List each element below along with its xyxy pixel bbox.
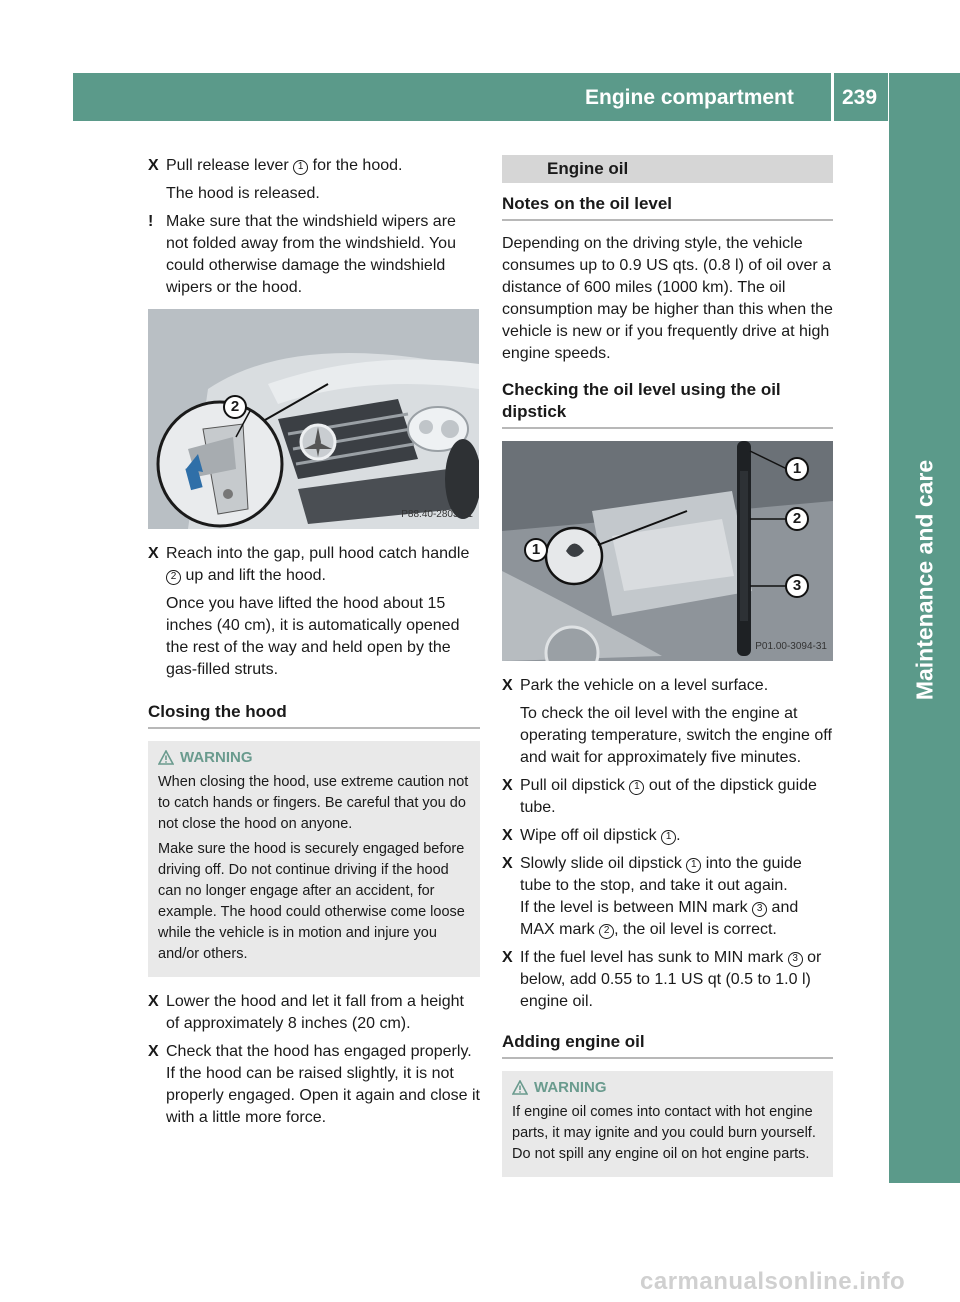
engine-bay-illustration <box>502 441 833 661</box>
warning-box <box>502 1071 833 1177</box>
step-marker: X <box>502 949 513 966</box>
closing-hood-heading: Closing the hood <box>148 701 480 729</box>
warning-triangle-icon <box>158 750 174 765</box>
photo-callout-1: 1 <box>785 457 809 481</box>
callout-3: 3 <box>788 952 803 967</box>
step-marker: X <box>502 677 513 694</box>
callout-1: 1 <box>293 160 308 175</box>
step-result: The hood is released. <box>166 185 320 202</box>
warning-text: If engine oil comes into contact with hot engine parts, it may ignite and you could burn yourself. Do not spill any engine oil on hot engine parts. <box>512 1104 816 1162</box>
photo-code: P88.40-2803-31 <box>401 509 473 520</box>
photo-callout-2: 2 <box>785 507 809 531</box>
hood-catch-photo <box>148 309 479 529</box>
step-result: If the level is between MIN mark 3 and MAX mark 2 , the oil level is correct. <box>520 899 799 938</box>
right-column <box>502 155 833 1191</box>
car-front-illustration <box>148 309 479 529</box>
footer-watermark: carmanualsonline.info <box>640 1268 906 1295</box>
warning-triangle-icon <box>512 1080 528 1095</box>
caution-note: ! Make sure that the windshield wipers are not folded away from the windshield. You could otherwise damage the windshield wipers or the hood. <box>148 213 456 296</box>
photo-callout-3: 3 <box>785 574 809 598</box>
side-tab-block <box>900 1138 950 1183</box>
warning-box <box>148 741 480 977</box>
warning-text: Make sure the hood is securely engaged before driving off. Do not continue driving if the hood can no longer engage after an accident, for example. The hood could otherwise come loose while the vehicle is in motion and injure you and/or others. <box>158 841 465 962</box>
step-pull-lever: X Pull release lever 1 for the hood. <box>148 155 480 177</box>
notes-text: Depending on the driving style, the vehicle consumes up to 0.9 US qts. (0.8 l) of oil over a distance of 600 miles (1000 km). The oil consumption may be higher than this when the vehicle is new or if you frequently drive at high engine speeds. <box>502 235 833 362</box>
step-slide-dipstick: X Slowly slide oil dipstick 1 into the guide tube to the stop, and take it out again. <box>502 855 802 894</box>
callout-1: 1 <box>686 858 701 873</box>
step-marker: X <box>148 157 159 174</box>
photo-code: P01.00-3094-31 <box>755 641 827 652</box>
step-check-engaged: X Check that the hood has engaged properly. If the hood can be raised slightly, it is not properly engaged. Open it again and close it with a little more force. <box>148 1043 480 1126</box>
section-title: Engine oil <box>502 155 833 183</box>
step-result: Once you have lifted the hood about 15 inches (40 cm), it is automatically opened the rest of the way and held open by the gas-filled struts. <box>166 595 460 678</box>
photo-callout-2: 2 <box>223 395 247 419</box>
callout-2: 2 <box>166 570 181 585</box>
page-number: 239 <box>842 86 878 109</box>
step-marker: X <box>502 777 513 794</box>
dipstick-photo <box>502 441 833 661</box>
notes-heading: Notes on the oil level <box>502 193 833 221</box>
caution-icon: ! <box>148 213 154 230</box>
callout-1: 1 <box>661 830 676 845</box>
step-add-oil: X If the fuel level has sunk to MIN mark 3 or below, add 0.55 to 1.1 US qt (0.5 to 1.0 l) engine oil. <box>502 949 822 1010</box>
callout-1: 1 <box>629 780 644 795</box>
step-park-level: X Park the vehicle on a level surface. <box>502 675 833 697</box>
step-marker: X <box>148 993 159 1010</box>
step-wipe-dipstick: X Wipe off oil dipstick 1 . <box>502 825 833 847</box>
callout-2: 2 <box>599 924 614 939</box>
left-column <box>148 155 480 1135</box>
page-title: Engine compartment <box>585 86 794 109</box>
step-result: To check the oil level with the engine at operating temperature, switch the engine off and wait for approximately five minutes. <box>520 705 832 766</box>
check-heading: Checking the oil level using the oil dipstick <box>502 379 833 429</box>
warning-text: When closing the hood, use extreme caution not to catch hands or fingers. Be careful that you do not close the hood on anyone. <box>158 774 469 832</box>
step-lower-hood: X Lower the hood and let it fall from a height of approximately 8 inches (20 cm). <box>148 993 464 1032</box>
callout-3: 3 <box>752 902 767 917</box>
warning-header: WARNING <box>158 747 470 768</box>
step-marker: X <box>148 545 159 562</box>
header-divider <box>831 73 834 121</box>
step-pull-dipstick: X Pull oil dipstick 1 out of the dipstick guide tube. <box>502 777 817 816</box>
adding-oil-heading: Adding engine oil <box>502 1031 833 1059</box>
step-marker: X <box>502 827 513 844</box>
warning-header: WARNING <box>512 1077 823 1098</box>
step-reach-gap: X Reach into the gap, pull hood catch handle 2 up and lift the hood. <box>148 545 470 584</box>
side-tab-label: Maintenance and care <box>911 459 938 701</box>
step-marker: X <box>148 1043 159 1060</box>
photo-callout-1-left: 1 <box>524 538 548 562</box>
step-marker: X <box>502 855 513 872</box>
